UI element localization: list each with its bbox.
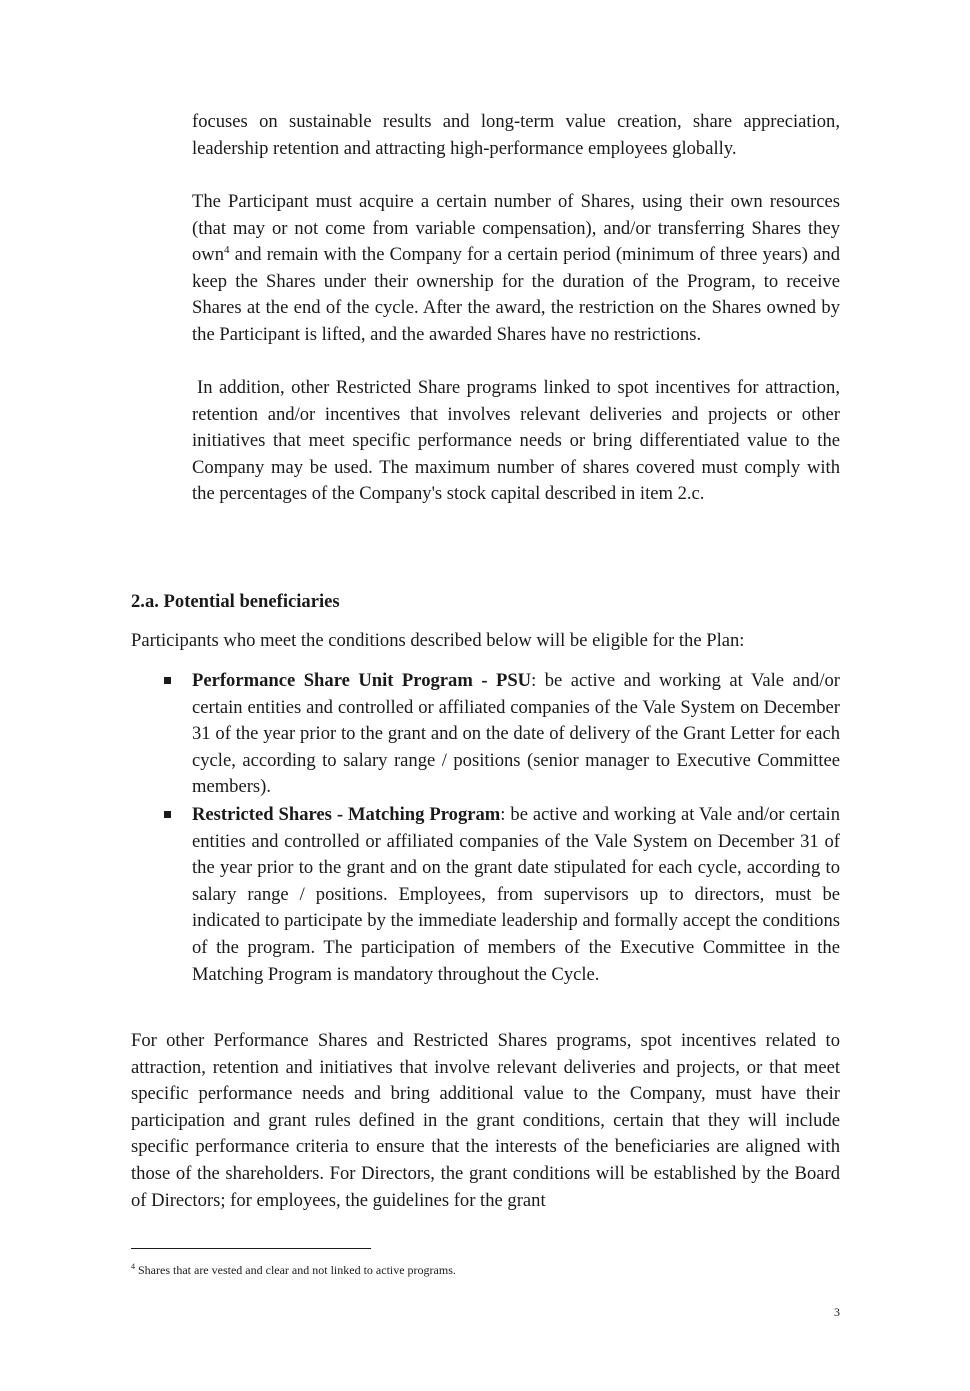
page-number: 3 (834, 1305, 840, 1319)
footnote (131, 1262, 456, 1278)
program-code: PSU (495, 670, 532, 691)
program-conditions: : be active and working at Vale and/or certain entities and controlled or affiliated companies of the Vale System on December 31 of the year prior to the grant and on the date of delivery of the Grant Letter for each cycle, according to salary range / positions (senior manager to Executive Committee members). (192, 670, 840, 798)
paragraph-restricted-programs: In addition, other Restricted Share programs linked to spot incentives for attraction, retention and/or incentives that involves relevant deliveries and projects or other initiatives that meet specific performance needs or bring differentiated value to the Company may be used. The maximum number of shares covered must comply with the percentages of the Company's stock capital described in item 2.c. (192, 377, 840, 505)
section-heading: 2.a. Potential beneficiaries (131, 591, 340, 612)
section-intro: Participants who meet the conditions described below will be eligible for the Plan: (131, 630, 745, 651)
program-separator: - (472, 670, 496, 691)
paragraph-participant (192, 189, 840, 349)
footnote-number: 4 (131, 1262, 135, 1271)
paragraph-continuation: focuses on sustainable results and long-term value creation, share appreciation, leadership retention and attracting high-performance employees globally. (192, 111, 840, 159)
paragraph-participant-part-a: The Participant must acquire a certain number of Shares, using their own resources (that may or not come from variable compensation), and/or transferring Shares they own (192, 191, 840, 266)
square-bullet-icon (164, 677, 171, 684)
square-bullet-icon (164, 811, 171, 818)
footnote-reference[interactable]: 4 (224, 244, 230, 256)
program-conditions: : be active and working at Vale and/or certain entities and controlled or affiliated companies of the Vale System on December 31 of the year prior to the grant and on the grant date stipulated for each cycle, according to salary range / positions. Employees, from supervisors up to directors, must be indicated to participate by the immediate leadership and formally accept the conditions of the program. The participation of members of the Executive Committee in the Matching Program is mandatory throughout the Cycle. (192, 804, 840, 985)
list-item-text (192, 668, 840, 801)
program-name: Performance Share Unit Program (192, 670, 473, 691)
program-separator: - (331, 804, 348, 825)
program-code: Matching Program (348, 804, 501, 825)
list-item-text (192, 802, 840, 988)
paragraph-participant-part-b: and remain with the Company for a certain period (minimum of three years) and keep the Shares under their ownership for the duration of the Program, to receive Shares at the end of the cycle. After the award, the restriction on the Shares owned by the Participant is lifted, and the awarded Shares have no restrictions. (192, 244, 840, 345)
footnote-text: Shares that are vested and clear and not linked to active programs. (135, 1263, 456, 1277)
paragraph-other-programs: For other Performance Shares and Restricted Shares programs, spot incentives related to attraction, retention and initiatives that involve relevant deliveries and projects, or that meet specific performance needs and bring additional value to the Company, must have their participation and grant rules defined in the grant conditions, certain that they will include specific performance criteria to ensure that the interests of the beneficiaries are aligned with those of the shareholders. For Directors, the grant conditions will be established by the Board of Directors; for employees, the guidelines for the grant (131, 1030, 840, 1211)
program-name: Restricted Shares (192, 804, 332, 825)
footnote-divider (131, 1248, 371, 1249)
